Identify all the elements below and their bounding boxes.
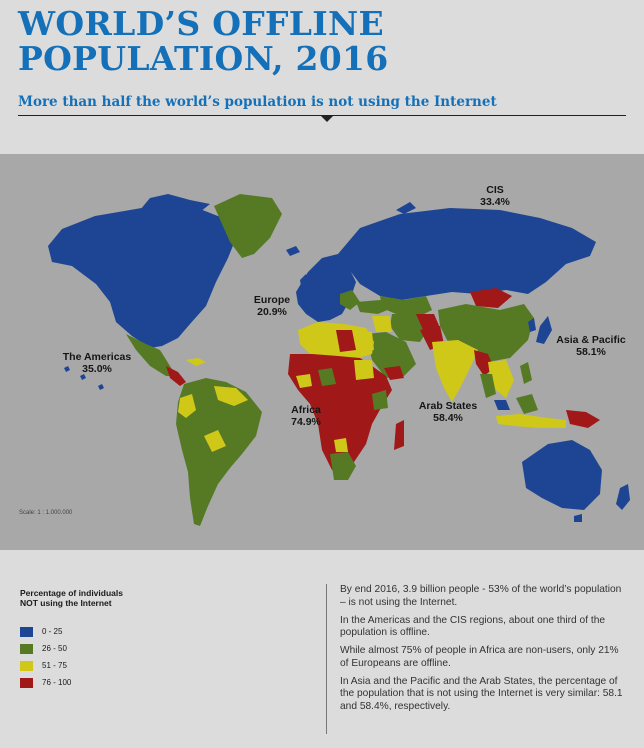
legend-label: 0 - 25: [42, 627, 63, 636]
iraq-syria-shape: [372, 316, 392, 332]
note-paragraph: In Asia and the Pacific and the Arab States, the percentage of the population that is not using the Internet is very similar: 58.1 and 58.4%, respectively.: [340, 675, 623, 712]
legend-swatch: [20, 661, 33, 671]
label-asia-pacific-value: 58.1%: [576, 346, 606, 358]
label-arab-states-name: Arab States: [418, 400, 478, 412]
label-asia-pacific: [546, 334, 636, 358]
label-cis: [465, 184, 525, 208]
indonesia-shape: [496, 414, 566, 428]
map-scale: Scale: 1 : 1.000.000: [19, 510, 73, 516]
label-africa-value: 74.9%: [291, 416, 321, 428]
legend-item: [20, 623, 123, 640]
world-map: [0, 154, 644, 550]
legend-swatch: [20, 678, 33, 688]
label-africa: [276, 404, 336, 428]
label-americas-name: The Americas: [62, 351, 132, 363]
russia-shape: [338, 208, 596, 300]
legend-title-line-1: Percentage of individuals: [20, 588, 123, 598]
pointer-down-icon: [321, 116, 333, 122]
legend-swatch: [20, 644, 33, 654]
page-title: [18, 6, 389, 76]
label-americas-value: 35.0%: [82, 363, 112, 375]
legend-title: [20, 588, 123, 608]
legend-label: 51 - 75: [42, 661, 67, 670]
sudan-shape: [354, 360, 374, 380]
novaya-zemlya-shape: [396, 202, 416, 214]
borneo-shape: [516, 394, 538, 414]
legend-swatch: [20, 627, 33, 637]
caribbean-shape: [186, 358, 206, 366]
label-cis-value: 33.4%: [480, 196, 510, 208]
label-asia-pacific-name: Asia & Pacific: [556, 334, 626, 346]
north-america-shape: [48, 204, 236, 348]
philippines-shape: [520, 362, 532, 384]
label-africa-name: Africa: [291, 404, 321, 416]
title-line-2: POPULATION, 2016: [18, 39, 389, 78]
legend-item: [20, 674, 123, 691]
note-paragraph: By end 2016, 3.9 billion people - 53% of the world’s population – is not using the Internet.: [340, 584, 622, 608]
legend-title-line-2: NOT using the Internet: [20, 598, 112, 608]
subtitle: More than half the world’s population is not using the Internet: [18, 94, 497, 110]
legend-label: 26 - 50: [42, 644, 67, 653]
legend-item: [20, 640, 123, 657]
tasmania-shape: [574, 514, 582, 522]
new-zealand-shape: [616, 484, 630, 510]
notes-divider: [326, 584, 327, 734]
label-arab-states-value: 58.4%: [433, 412, 463, 424]
malaysia-shape: [494, 400, 510, 410]
notes: [340, 584, 628, 719]
legend-label: 76 - 100: [42, 678, 72, 687]
label-europe-value: 20.9%: [257, 306, 287, 318]
label-americas: [42, 351, 152, 375]
legend-item: [20, 657, 123, 674]
label-europe: [242, 294, 302, 318]
south-africa-yellow-shape: [334, 438, 348, 452]
australia-shape: [522, 440, 602, 510]
legend-items: [20, 623, 123, 691]
title-line-1: WORLD’S OFFLINE: [18, 4, 384, 43]
note-paragraph: In the Americas and the CIS regions, about one third of the population is offline.: [340, 614, 606, 638]
papua-shape: [566, 410, 600, 428]
india-shape: [432, 340, 478, 402]
label-arab-states: [408, 400, 488, 424]
madagascar-shape: [394, 420, 404, 450]
canada-islands-shape: [140, 194, 210, 212]
egypt-shape: [356, 330, 374, 350]
note-paragraph: While almost 75% of people in Africa are non-users, only 21% of Europeans are offline.: [340, 645, 619, 669]
label-europe-name: Europe: [253, 294, 291, 306]
legend: [20, 588, 123, 691]
iceland-shape: [286, 246, 300, 256]
label-cis-name: CIS: [486, 184, 504, 196]
